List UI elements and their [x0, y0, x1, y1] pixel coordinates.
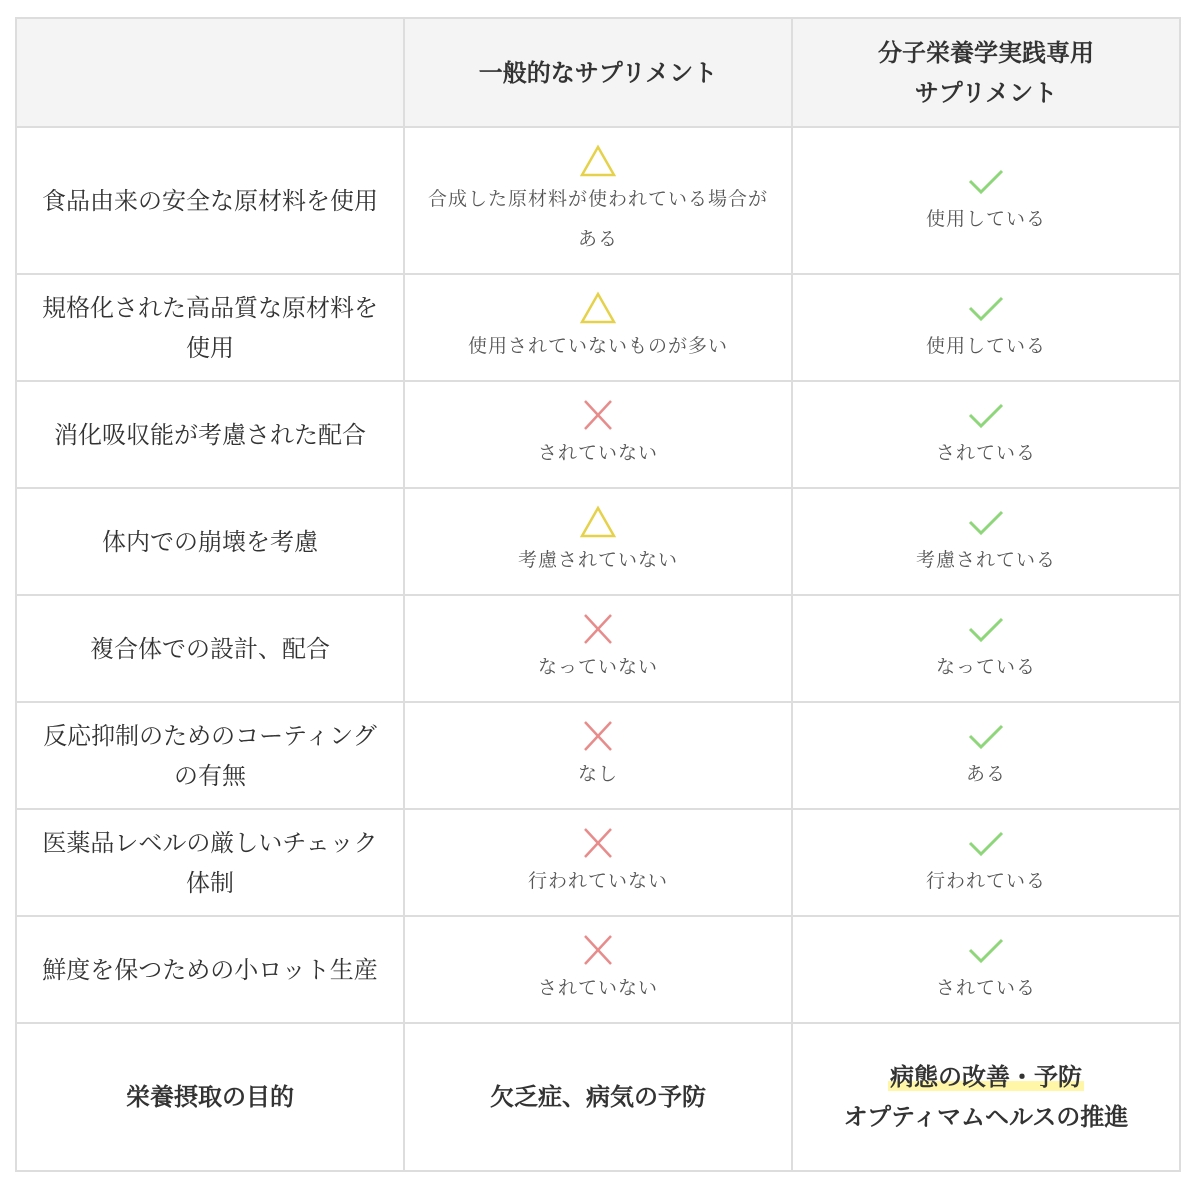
- criterion-cell: 消化吸収能が考慮された配合: [16, 381, 404, 488]
- general-cell: [404, 127, 792, 274]
- header-specialized-line2: サプリメント: [914, 78, 1058, 107]
- criterion-cell: 医薬品レベルの厳しいチェック体制: [16, 809, 404, 916]
- cross-icon: [578, 611, 618, 647]
- table-row: [16, 595, 1180, 702]
- general-cell: [404, 488, 792, 595]
- table-row: [16, 702, 1180, 809]
- check-icon: [966, 397, 1006, 433]
- purpose-specialized-cell: [792, 1023, 1180, 1171]
- specialized-cell: [792, 702, 1180, 809]
- criterion-cell: 鮮度を保つための小ロット生産: [16, 916, 404, 1023]
- general-cell-text: 考慮されていない: [517, 548, 678, 571]
- specialized-cell: [792, 488, 1180, 595]
- general-cell-text: なし: [577, 762, 618, 785]
- criterion-cell: 反応抑制のためのコーティングの有無: [16, 702, 404, 809]
- table-row: [16, 127, 1180, 274]
- general-cell-text: 使用されていないものが多い: [467, 334, 728, 357]
- header-cell-empty: [16, 18, 404, 127]
- general-cell: [404, 702, 792, 809]
- general-cell-text: 合成した原材料が使われている場合がある: [427, 187, 768, 250]
- general-cell-text: されていない: [537, 976, 658, 999]
- general-cell-text: なっていない: [537, 655, 658, 678]
- cross-icon: [578, 718, 618, 754]
- check-icon: [966, 163, 1006, 199]
- general-cell: [404, 595, 792, 702]
- specialized-cell-text: されている: [935, 441, 1036, 464]
- criterion-cell: 複合体での設計、配合: [16, 595, 404, 702]
- purpose-row: [16, 1023, 1180, 1171]
- comparison-table-container: [15, 17, 1179, 1172]
- general-cell-text: されていない: [537, 441, 658, 464]
- general-cell: [404, 916, 792, 1023]
- header-cell-specialized: [792, 18, 1180, 127]
- specialized-cell-text: なっている: [935, 655, 1036, 678]
- table-row: [16, 381, 1180, 488]
- general-cell: [404, 381, 792, 488]
- check-icon: [966, 718, 1006, 754]
- purpose-specialized-line1: 病態の改善・予防: [890, 1063, 1082, 1091]
- specialized-cell: [792, 595, 1180, 702]
- table-row: [16, 809, 1180, 916]
- triangle-icon: [578, 143, 618, 179]
- cross-icon: [578, 825, 618, 861]
- specialized-cell-text: 行われている: [925, 869, 1046, 892]
- specialized-cell-text: 考慮されている: [915, 548, 1056, 571]
- cross-icon: [578, 397, 618, 433]
- criterion-cell: 規格化された高品質な原材料を使用: [16, 274, 404, 381]
- check-icon: [966, 932, 1006, 968]
- check-icon: [966, 825, 1006, 861]
- general-cell: [404, 809, 792, 916]
- general-cell: [404, 274, 792, 381]
- table-row: [16, 488, 1180, 595]
- triangle-icon: [578, 290, 618, 326]
- table-caption-cropped: [0, 1186, 1196, 1194]
- specialized-cell: [792, 274, 1180, 381]
- purpose-criterion-cell: 栄養摂取の目的: [16, 1023, 404, 1171]
- criterion-cell: 食品由来の安全な原材料を使用: [16, 127, 404, 274]
- table-row: [16, 274, 1180, 381]
- specialized-cell-text: されている: [935, 976, 1036, 999]
- check-icon: [966, 504, 1006, 540]
- specialized-cell: [792, 809, 1180, 916]
- purpose-specialized-line2: オプティマムヘルスの推進: [843, 1103, 1129, 1131]
- header-specialized-line1: 分子栄養学実践専用: [878, 38, 1094, 67]
- specialized-cell: [792, 381, 1180, 488]
- check-icon: [966, 611, 1006, 647]
- specialized-cell: [792, 127, 1180, 274]
- general-cell-text: 行われていない: [527, 869, 668, 892]
- specialized-cell: [792, 916, 1180, 1023]
- comparison-table: [15, 17, 1181, 1172]
- specialized-cell-text: 使用している: [925, 207, 1046, 230]
- cross-icon: [578, 932, 618, 968]
- purpose-general-cell: 欠乏症、病気の予防: [404, 1023, 792, 1171]
- table-header-row: [16, 18, 1180, 127]
- specialized-cell-text: ある: [965, 762, 1006, 785]
- table-body: [16, 127, 1180, 1171]
- table-row: [16, 916, 1180, 1023]
- specialized-cell-text: 使用している: [925, 334, 1046, 357]
- check-icon: [966, 290, 1006, 326]
- triangle-icon: [578, 504, 618, 540]
- criterion-cell: 体内での崩壊を考慮: [16, 488, 404, 595]
- header-cell-general: 一般的なサプリメント: [404, 18, 792, 127]
